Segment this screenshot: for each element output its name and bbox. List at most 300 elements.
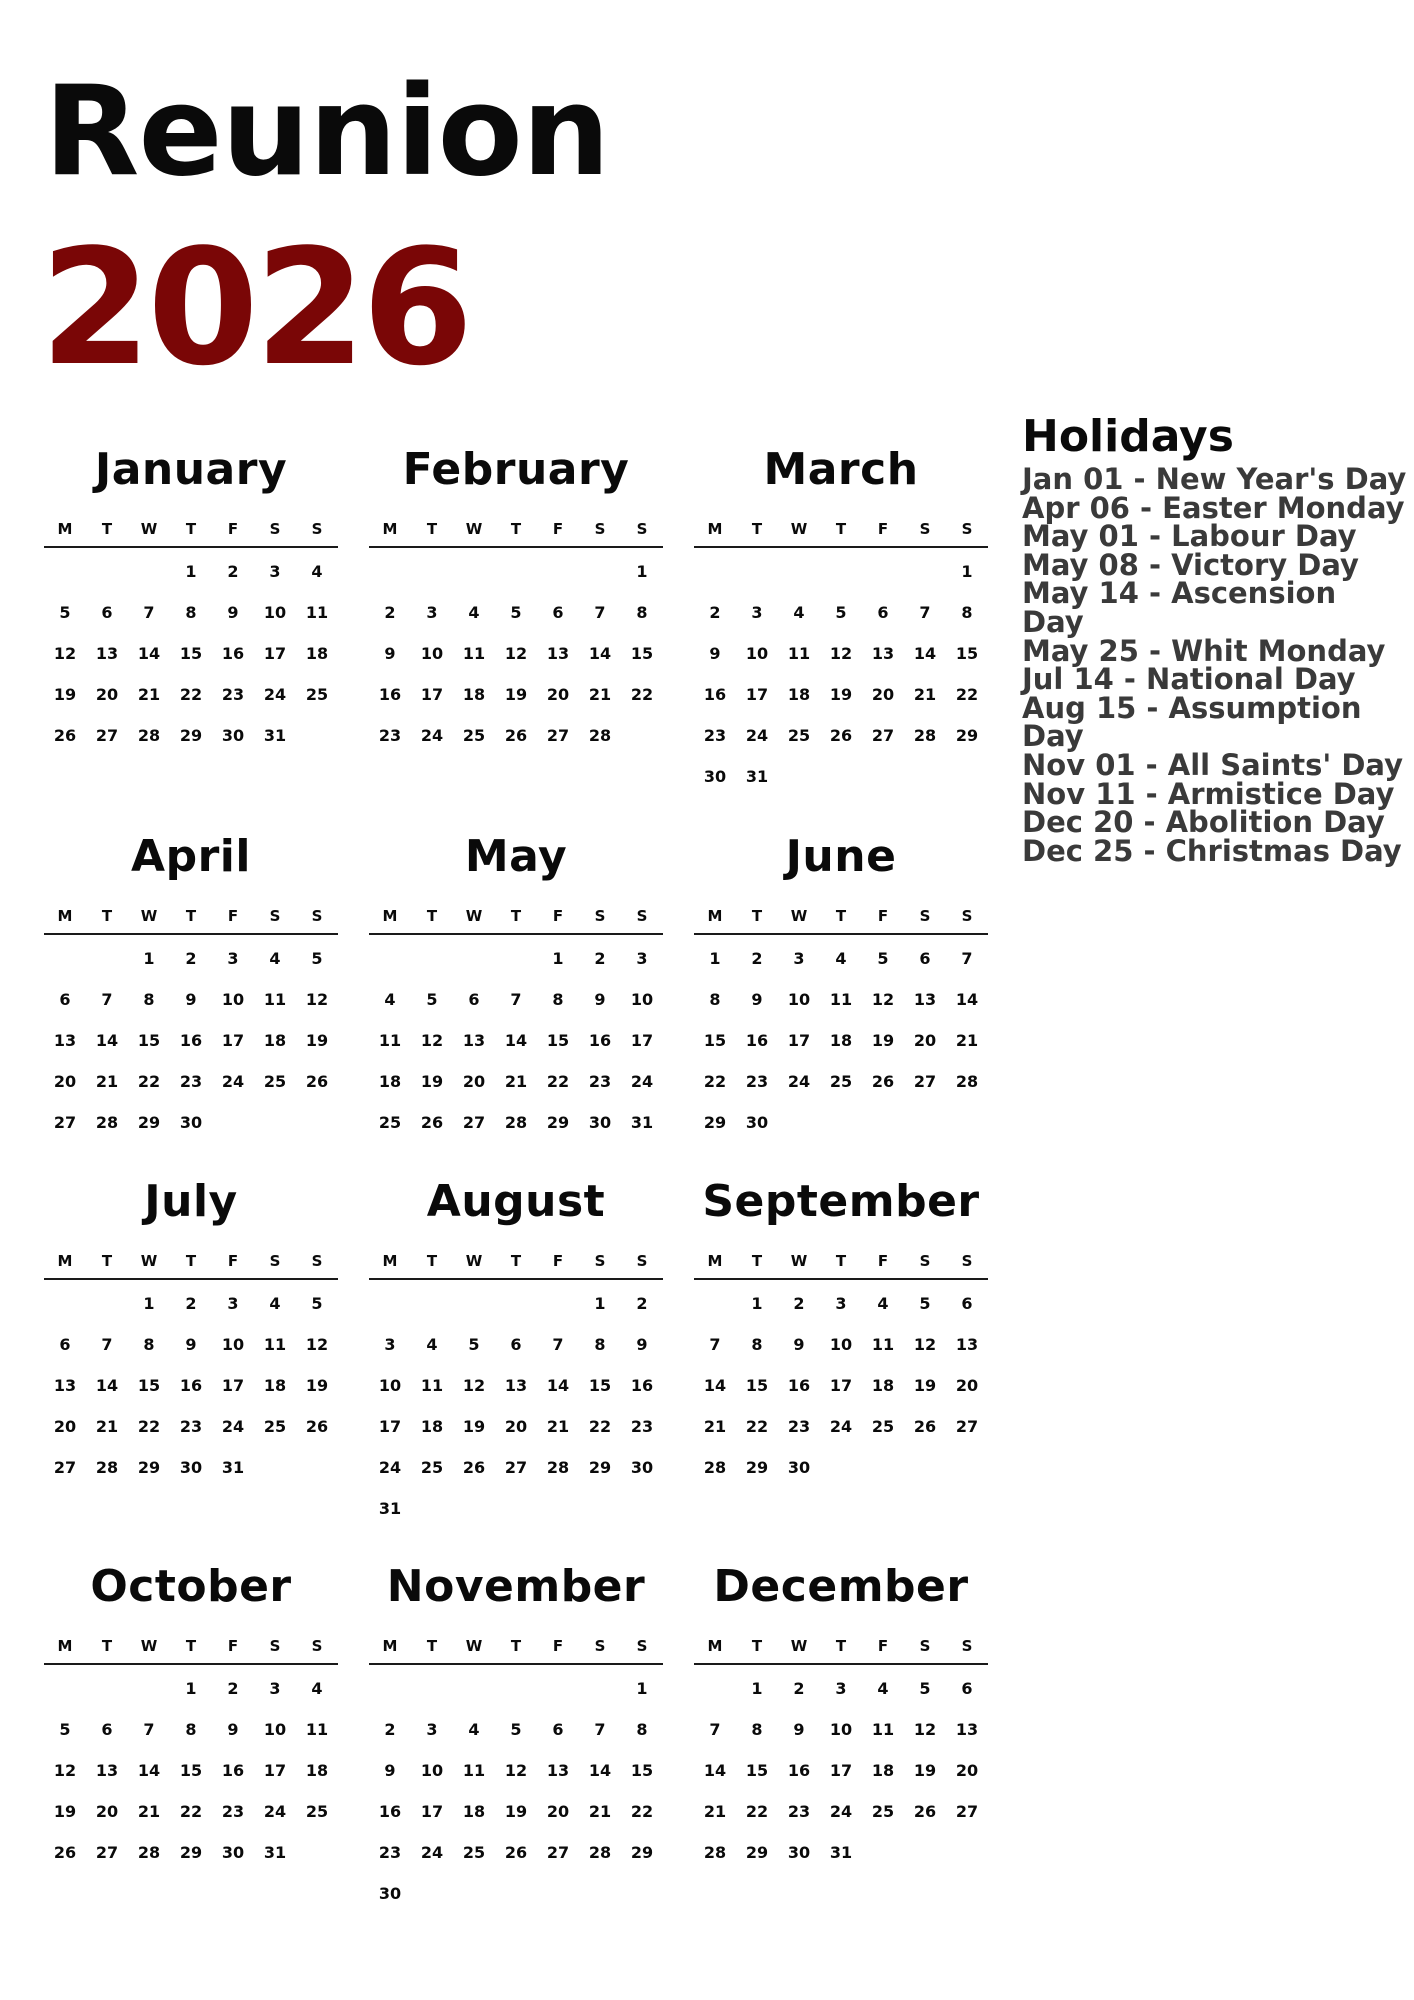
month-name: January <box>94 444 288 495</box>
empty-day-cell <box>694 1681 736 1722</box>
empty-day-cell <box>128 1681 170 1722</box>
day-cell: 28 <box>137 1843 161 1862</box>
empty-day-cell <box>495 951 537 992</box>
day-cell: 6 <box>961 1679 973 1698</box>
weekday-label: W <box>790 907 808 925</box>
weekday-header <box>694 522 988 548</box>
empty-day-cell <box>44 951 86 992</box>
day-cell: 20 <box>53 1417 77 1436</box>
empty-day-cell <box>694 1296 736 1337</box>
day-cell: 14 <box>95 1031 119 1050</box>
day-cell: 5 <box>877 949 889 968</box>
day-cell: 10 <box>420 644 444 663</box>
day-cell: 6 <box>919 949 931 968</box>
weekday-label: F <box>877 1637 889 1655</box>
day-cell: 16 <box>787 1376 811 1395</box>
day-cell: 3 <box>636 949 648 968</box>
day-cell: 6 <box>510 1335 522 1354</box>
empty-day-cell <box>453 1681 495 1722</box>
day-cell: 21 <box>703 1417 727 1436</box>
day-cell: 1 <box>594 1294 606 1313</box>
weekday-label: S <box>919 520 931 538</box>
day-cell: 4 <box>311 562 323 581</box>
day-cell: 17 <box>829 1761 853 1780</box>
day-cell: 28 <box>504 1113 528 1132</box>
weekday-label: W <box>465 907 483 925</box>
day-cell: 14 <box>588 644 612 663</box>
day-cell: 28 <box>588 726 612 745</box>
weekday-label: M <box>57 907 73 925</box>
empty-day-cell <box>495 564 537 605</box>
day-cell: 10 <box>829 1335 853 1354</box>
weekday-label: S <box>919 1637 931 1655</box>
day-cell: 6 <box>101 1720 113 1739</box>
empty-day-cell <box>411 1296 453 1337</box>
empty-day-cell <box>44 564 86 605</box>
holiday-item: Nov 01 - All Saints' Day <box>1022 747 1403 782</box>
weekday-label: S <box>636 1637 648 1655</box>
day-cell: 8 <box>751 1720 763 1739</box>
holiday-list <box>1022 462 1407 868</box>
weekday-label: M <box>57 520 73 538</box>
weekday-label: S <box>919 907 931 925</box>
day-cell: 21 <box>95 1417 119 1436</box>
day-grid <box>44 1280 338 1501</box>
day-cell: 1 <box>751 1679 763 1698</box>
day-cell: 2 <box>185 949 197 968</box>
day-cell: 24 <box>221 1417 245 1436</box>
day-cell: 20 <box>95 1802 119 1821</box>
weekday-label: S <box>961 1637 973 1655</box>
day-cell: 6 <box>877 603 889 622</box>
day-cell: 30 <box>221 726 245 745</box>
day-cell: 11 <box>305 1720 329 1739</box>
day-cell: 17 <box>630 1031 654 1050</box>
day-grid <box>694 1665 988 1886</box>
day-cell: 21 <box>95 1072 119 1091</box>
day-cell: 25 <box>462 726 486 745</box>
day-cell: 28 <box>546 1458 570 1477</box>
day-cell: 23 <box>378 726 402 745</box>
weekday-label: S <box>636 907 648 925</box>
month-january <box>44 444 338 769</box>
day-cell: 9 <box>185 990 197 1009</box>
day-cell: 7 <box>594 1720 606 1739</box>
weekday-label: S <box>311 1637 323 1655</box>
day-cell: 9 <box>227 603 239 622</box>
day-cell: 13 <box>95 644 119 663</box>
day-cell: 8 <box>552 990 564 1009</box>
day-cell: 18 <box>378 1072 402 1091</box>
day-cell: 17 <box>221 1031 245 1050</box>
weekday-label: T <box>835 1252 847 1270</box>
day-cell: 15 <box>588 1376 612 1395</box>
day-cell: 2 <box>384 1720 396 1739</box>
day-cell: 6 <box>59 990 71 1009</box>
day-cell: 26 <box>305 1072 329 1091</box>
month-name: December <box>713 1561 969 1612</box>
weekday-label: S <box>311 1252 323 1270</box>
day-cell: 7 <box>552 1335 564 1354</box>
day-cell: 18 <box>305 1761 329 1780</box>
day-cell: 17 <box>221 1376 245 1395</box>
month-name: April <box>131 831 251 882</box>
day-cell: 12 <box>305 1335 329 1354</box>
day-cell: 4 <box>835 949 847 968</box>
day-cell: 23 <box>787 1802 811 1821</box>
day-cell: 5 <box>311 1294 323 1313</box>
day-cell: 4 <box>793 603 805 622</box>
day-cell: 6 <box>59 1335 71 1354</box>
empty-day-cell <box>495 1296 537 1337</box>
weekday-label: F <box>227 520 239 538</box>
day-cell: 29 <box>955 726 979 745</box>
month-april <box>44 831 338 1156</box>
day-cell: 4 <box>426 1335 438 1354</box>
weekday-label: S <box>311 520 323 538</box>
day-cell: 3 <box>426 1720 438 1739</box>
day-cell: 26 <box>871 1072 895 1091</box>
day-cell: 10 <box>221 1335 245 1354</box>
day-cell: 17 <box>829 1376 853 1395</box>
day-cell: 16 <box>787 1761 811 1780</box>
day-cell: 18 <box>787 685 811 704</box>
day-cell: 6 <box>552 603 564 622</box>
day-cell: 14 <box>546 1376 570 1395</box>
day-cell: 23 <box>221 1802 245 1821</box>
month-june <box>694 831 988 1156</box>
weekday-header <box>44 909 338 935</box>
holiday-item: Aug 15 - Assumption Day <box>1022 690 1362 754</box>
day-cell: 25 <box>787 726 811 745</box>
weekday-label: S <box>594 520 606 538</box>
day-cell: 19 <box>305 1376 329 1395</box>
empty-day-cell <box>579 564 621 605</box>
day-cell: 14 <box>95 1376 119 1395</box>
day-cell: 6 <box>468 990 480 1009</box>
day-cell: 7 <box>143 603 155 622</box>
weekday-label: T <box>185 1637 197 1655</box>
weekday-header <box>694 909 988 935</box>
day-cell: 20 <box>955 1376 979 1395</box>
day-cell: 4 <box>877 1679 889 1698</box>
day-cell: 27 <box>462 1113 486 1132</box>
day-cell: 16 <box>378 1802 402 1821</box>
day-cell: 5 <box>59 1720 71 1739</box>
day-cell: 3 <box>227 949 239 968</box>
day-cell: 25 <box>305 685 329 704</box>
day-cell: 21 <box>913 685 937 704</box>
day-cell: 13 <box>546 644 570 663</box>
day-cell: 31 <box>378 1499 402 1518</box>
day-cell: 5 <box>468 1335 480 1354</box>
holiday-item: Jul 14 - National Day <box>1022 662 1356 697</box>
day-cell: 25 <box>263 1417 287 1436</box>
day-cell: 25 <box>263 1072 287 1091</box>
day-cell: 2 <box>384 603 396 622</box>
day-cell: 8 <box>143 1335 155 1354</box>
day-cell: 3 <box>751 603 763 622</box>
day-cell: 20 <box>546 1802 570 1821</box>
day-cell: 21 <box>546 1417 570 1436</box>
day-cell: 24 <box>221 1072 245 1091</box>
day-cell: 1 <box>961 562 973 581</box>
weekday-label: M <box>707 907 723 925</box>
day-grid <box>369 1665 663 1927</box>
day-cell: 10 <box>630 990 654 1009</box>
day-cell: 31 <box>221 1458 245 1477</box>
day-cell: 26 <box>504 726 528 745</box>
weekday-label: W <box>465 520 483 538</box>
day-cell: 12 <box>53 1761 77 1780</box>
day-cell: 18 <box>263 1031 287 1050</box>
weekday-label: M <box>57 1252 73 1270</box>
empty-day-cell <box>369 564 411 605</box>
day-cell: 16 <box>745 1031 769 1050</box>
weekday-label: M <box>382 1637 398 1655</box>
day-grid <box>44 1665 338 1886</box>
day-cell: 13 <box>53 1031 77 1050</box>
day-cell: 26 <box>504 1843 528 1862</box>
weekday-label: W <box>790 1637 808 1655</box>
day-cell: 24 <box>829 1417 853 1436</box>
weekday-label: S <box>594 907 606 925</box>
day-cell: 22 <box>630 1802 654 1821</box>
day-cell: 11 <box>263 990 287 1009</box>
day-cell: 25 <box>378 1113 402 1132</box>
empty-day-cell <box>904 564 946 605</box>
holiday-item: Nov 11 - Armistice Day <box>1022 776 1395 811</box>
day-cell: 3 <box>227 1294 239 1313</box>
day-cell: 26 <box>420 1113 444 1132</box>
day-cell: 23 <box>787 1417 811 1436</box>
day-cell: 13 <box>955 1335 979 1354</box>
month-name: August <box>426 1176 606 1227</box>
day-cell: 26 <box>913 1417 937 1436</box>
day-cell: 19 <box>305 1031 329 1050</box>
day-grid <box>369 548 663 769</box>
day-cell: 8 <box>185 1720 197 1739</box>
day-cell: 3 <box>793 949 805 968</box>
weekday-label: F <box>227 1252 239 1270</box>
day-cell: 22 <box>546 1072 570 1091</box>
weekday-label: T <box>185 907 197 925</box>
weekday-label: F <box>877 520 889 538</box>
day-cell: 17 <box>787 1031 811 1050</box>
day-cell: 9 <box>636 1335 648 1354</box>
empty-day-cell <box>369 1681 411 1722</box>
weekday-label: T <box>101 1252 113 1270</box>
day-cell: 18 <box>305 644 329 663</box>
weekday-header <box>369 1254 663 1280</box>
weekday-label: S <box>961 520 973 538</box>
day-cell: 7 <box>101 990 113 1009</box>
day-cell: 15 <box>703 1031 727 1050</box>
day-cell: 27 <box>546 1843 570 1862</box>
day-cell: 23 <box>588 1072 612 1091</box>
holiday-item: May 14 - Ascension Day <box>1022 576 1337 639</box>
day-cell: 19 <box>53 1802 77 1821</box>
day-cell: 21 <box>137 685 161 704</box>
day-cell: 24 <box>263 685 287 704</box>
day-cell: 13 <box>53 1376 77 1395</box>
day-cell: 13 <box>504 1376 528 1395</box>
day-cell: 3 <box>835 1679 847 1698</box>
empty-day-cell <box>411 564 453 605</box>
weekday-header <box>44 522 338 548</box>
empty-day-cell <box>369 1296 411 1337</box>
day-cell: 20 <box>871 685 895 704</box>
day-cell: 30 <box>787 1843 811 1862</box>
day-cell: 15 <box>546 1031 570 1050</box>
day-cell: 24 <box>630 1072 654 1091</box>
empty-day-cell <box>453 1296 495 1337</box>
holiday-item: Apr 06 - Easter Monday <box>1022 490 1405 525</box>
day-cell: 1 <box>709 949 721 968</box>
day-cell: 22 <box>179 685 203 704</box>
day-cell: 30 <box>221 1843 245 1862</box>
day-cell: 2 <box>751 949 763 968</box>
empty-day-cell <box>86 564 128 605</box>
day-grid <box>44 935 338 1156</box>
day-cell: 11 <box>462 644 486 663</box>
day-cell: 7 <box>594 603 606 622</box>
month-name: May <box>464 831 568 882</box>
day-cell: 29 <box>630 1843 654 1862</box>
day-cell: 9 <box>227 1720 239 1739</box>
holiday-item: Jan 01 - New Year's Day <box>1022 462 1407 496</box>
day-cell: 15 <box>137 1031 161 1050</box>
day-cell: 15 <box>179 1761 203 1780</box>
month-september <box>694 1176 988 1501</box>
empty-day-cell <box>86 1296 128 1337</box>
day-cell: 26 <box>53 726 77 745</box>
weekday-label: T <box>101 907 113 925</box>
empty-day-cell <box>369 951 411 992</box>
day-cell: 23 <box>221 685 245 704</box>
weekday-label: W <box>140 1637 158 1655</box>
weekday-label: W <box>465 1252 483 1270</box>
day-cell: 27 <box>53 1458 77 1477</box>
weekday-label: W <box>790 520 808 538</box>
weekday-header <box>44 1254 338 1280</box>
day-cell: 26 <box>53 1843 77 1862</box>
weekday-label: T <box>426 520 438 538</box>
day-cell: 14 <box>913 644 937 663</box>
weekday-label: T <box>426 907 438 925</box>
day-cell: 3 <box>269 1679 281 1698</box>
day-cell: 14 <box>703 1376 727 1395</box>
empty-day-cell <box>411 1681 453 1722</box>
day-cell: 6 <box>552 1720 564 1739</box>
day-cell: 4 <box>269 949 281 968</box>
day-cell: 16 <box>179 1031 203 1050</box>
day-cell: 16 <box>378 685 402 704</box>
weekday-label: F <box>552 1252 564 1270</box>
weekday-label: T <box>185 520 197 538</box>
weekday-label: T <box>101 1637 113 1655</box>
day-cell: 11 <box>871 1335 895 1354</box>
day-cell: 13 <box>871 644 895 663</box>
day-cell: 11 <box>829 990 853 1009</box>
day-cell: 27 <box>95 1843 119 1862</box>
day-grid <box>694 548 988 810</box>
day-cell: 5 <box>919 1294 931 1313</box>
day-cell: 21 <box>588 1802 612 1821</box>
weekday-header <box>369 1639 663 1665</box>
day-cell: 12 <box>53 644 77 663</box>
day-cell: 14 <box>137 1761 161 1780</box>
day-cell: 8 <box>143 990 155 1009</box>
weekday-header <box>44 1639 338 1665</box>
weekday-label: F <box>552 1637 564 1655</box>
day-cell: 11 <box>787 644 811 663</box>
holidays-panel <box>1022 411 1407 868</box>
day-cell: 17 <box>420 1802 444 1821</box>
day-cell: 22 <box>955 685 979 704</box>
day-cell: 10 <box>829 1720 853 1739</box>
day-cell: 4 <box>269 1294 281 1313</box>
day-cell: 19 <box>504 685 528 704</box>
month-may <box>369 831 663 1156</box>
month-december <box>694 1561 988 1886</box>
weekday-label: T <box>185 1252 197 1270</box>
empty-day-cell <box>862 564 904 605</box>
day-cell: 29 <box>745 1843 769 1862</box>
holiday-item: May 01 - Labour Day <box>1022 519 1357 554</box>
day-cell: 8 <box>185 603 197 622</box>
holiday-item: Dec 20 - Abolition Day <box>1022 805 1385 840</box>
day-cell: 5 <box>919 1679 931 1698</box>
day-cell: 3 <box>384 1335 396 1354</box>
calendar-title: Reunion <box>44 60 610 204</box>
day-cell: 28 <box>95 1113 119 1132</box>
empty-day-cell <box>86 951 128 992</box>
empty-day-cell <box>453 564 495 605</box>
weekday-label: S <box>594 1637 606 1655</box>
holiday-item: Dec 25 - Christmas Day <box>1022 833 1402 868</box>
month-name: March <box>763 444 919 495</box>
day-cell: 7 <box>101 1335 113 1354</box>
day-cell: 21 <box>955 1031 979 1050</box>
weekday-label: W <box>140 520 158 538</box>
day-cell: 13 <box>913 990 937 1009</box>
day-cell: 7 <box>709 1720 721 1739</box>
day-cell: 29 <box>745 1458 769 1477</box>
empty-day-cell <box>537 1296 579 1337</box>
day-cell: 25 <box>829 1072 853 1091</box>
day-cell: 20 <box>53 1072 77 1091</box>
day-cell: 25 <box>305 1802 329 1821</box>
day-cell: 8 <box>636 603 648 622</box>
day-cell: 24 <box>420 726 444 745</box>
day-cell: 26 <box>829 726 853 745</box>
day-cell: 17 <box>745 685 769 704</box>
holiday-item: May 08 - Victory Day <box>1022 547 1359 582</box>
day-cell: 13 <box>95 1761 119 1780</box>
day-cell: 4 <box>468 1720 480 1739</box>
weekday-label: T <box>426 1252 438 1270</box>
day-cell: 22 <box>137 1417 161 1436</box>
day-cell: 11 <box>263 1335 287 1354</box>
day-cell: 15 <box>745 1376 769 1395</box>
day-cell: 27 <box>913 1072 937 1091</box>
day-cell: 25 <box>420 1458 444 1477</box>
month-name: September <box>702 1176 980 1227</box>
day-cell: 19 <box>829 685 853 704</box>
day-cell: 31 <box>630 1113 654 1132</box>
weekday-label: S <box>961 1252 973 1270</box>
